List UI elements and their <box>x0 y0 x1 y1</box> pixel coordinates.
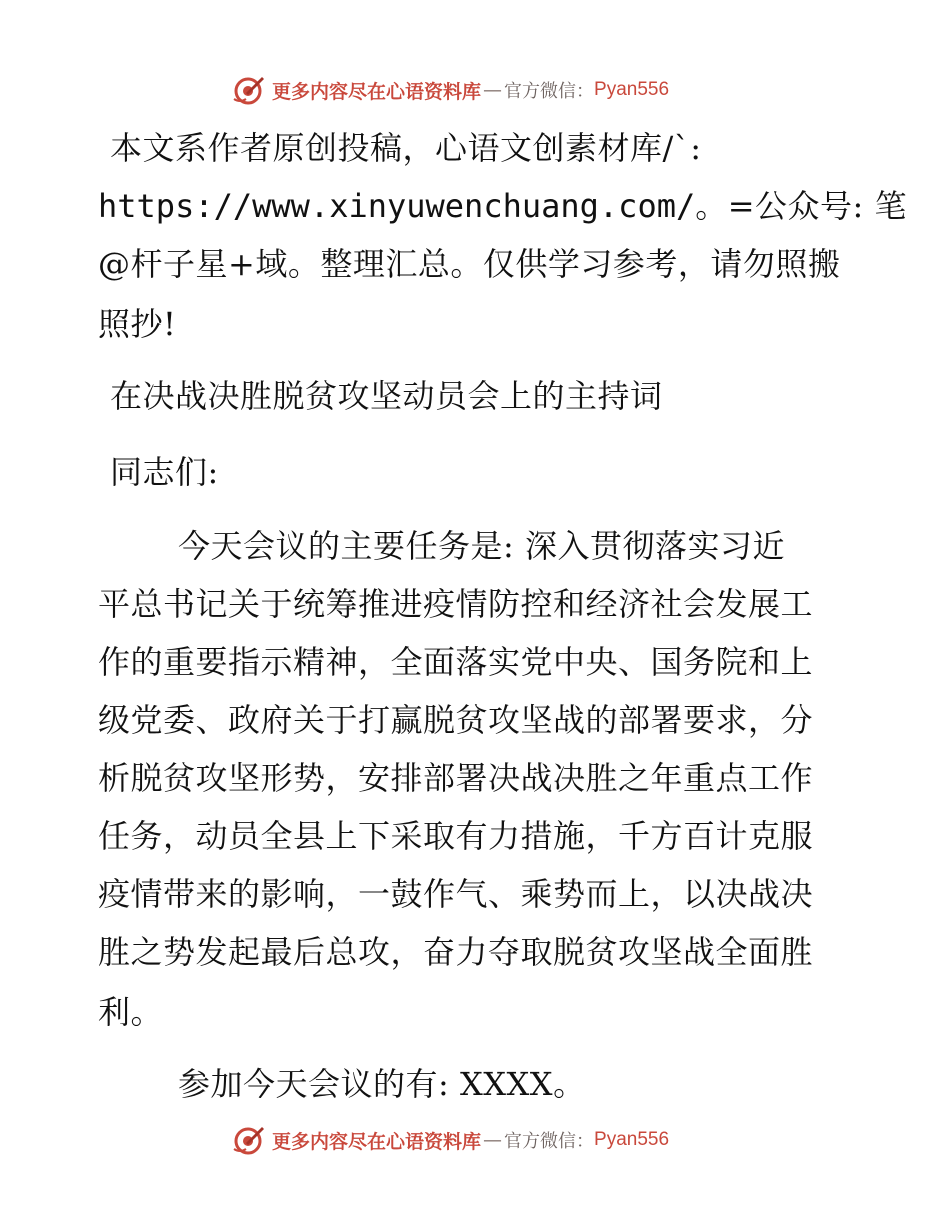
salutation: 同志们: <box>110 453 219 491</box>
pen-circle-logo-icon <box>232 1123 266 1157</box>
intro-line-2-tail: 。=公众号: 笔 <box>695 187 908 225</box>
paragraph1-line: 疫情带来的影响，一鼓作气、乘势而上，以决战决 <box>98 875 814 913</box>
banner-wechat-label: 官方微信： <box>504 81 595 102</box>
banner-separator: — <box>483 1129 503 1151</box>
paragraph1-line: 今天会议的主要任务是: 深入贯彻落实习近 <box>178 527 785 565</box>
document-title: 在决战决胜脱贫攻坚动员会上的主持词 <box>110 377 663 415</box>
paragraph1-line: 析脱贫攻坚形势，安排部署决战决胜之年重点工作 <box>98 759 814 797</box>
paragraph1-line: 平总书记关于统筹推进疫情防控和经济社会发展工 <box>98 585 814 623</box>
banner-wechat-account: Pyan556 <box>594 1129 670 1150</box>
paragraph1-line: 级党委、政府关于打赢脱贫攻坚战的部署要求，分 <box>98 701 814 739</box>
footer-banner <box>232 1122 669 1158</box>
banner-main-text: 更多内容尽在心语资料库 <box>272 80 482 103</box>
paragraph1-line: 作的重要指示精神，全面落实党中央、国务院和上 <box>98 643 814 681</box>
paragraph2: 参加今天会议的有: XXXX。 <box>178 1065 586 1103</box>
intro-line-2 <box>98 186 907 226</box>
intro-line-3: @杆子星+域。整理汇总。仅供学习参考，请勿照搬 <box>98 245 841 283</box>
intro-line-1: 本文系作者原创投稿，心语文创素材库/`: <box>110 129 702 167</box>
paragraph1-line: 任务，动员全县上下采取有力措施，千方百计克服 <box>98 817 814 855</box>
paragraph1-line: 利。 <box>98 993 164 1031</box>
banner-wechat-label: 官方微信： <box>504 1131 595 1152</box>
paragraph1-line: 胜之势发起最后总攻，奋力夺取脱贫攻坚战全面胜 <box>98 933 814 971</box>
header-banner <box>232 72 669 108</box>
banner-main-text: 更多内容尽在心语资料库 <box>272 1130 482 1153</box>
pen-circle-logo-icon <box>232 73 266 107</box>
banner-separator: — <box>483 79 503 101</box>
banner-wechat-account: Pyan556 <box>594 79 670 100</box>
source-url[interactable]: https://www.xinyuwenchuang.com/ <box>98 187 696 225</box>
intro-line-4: 照抄! <box>98 305 177 343</box>
